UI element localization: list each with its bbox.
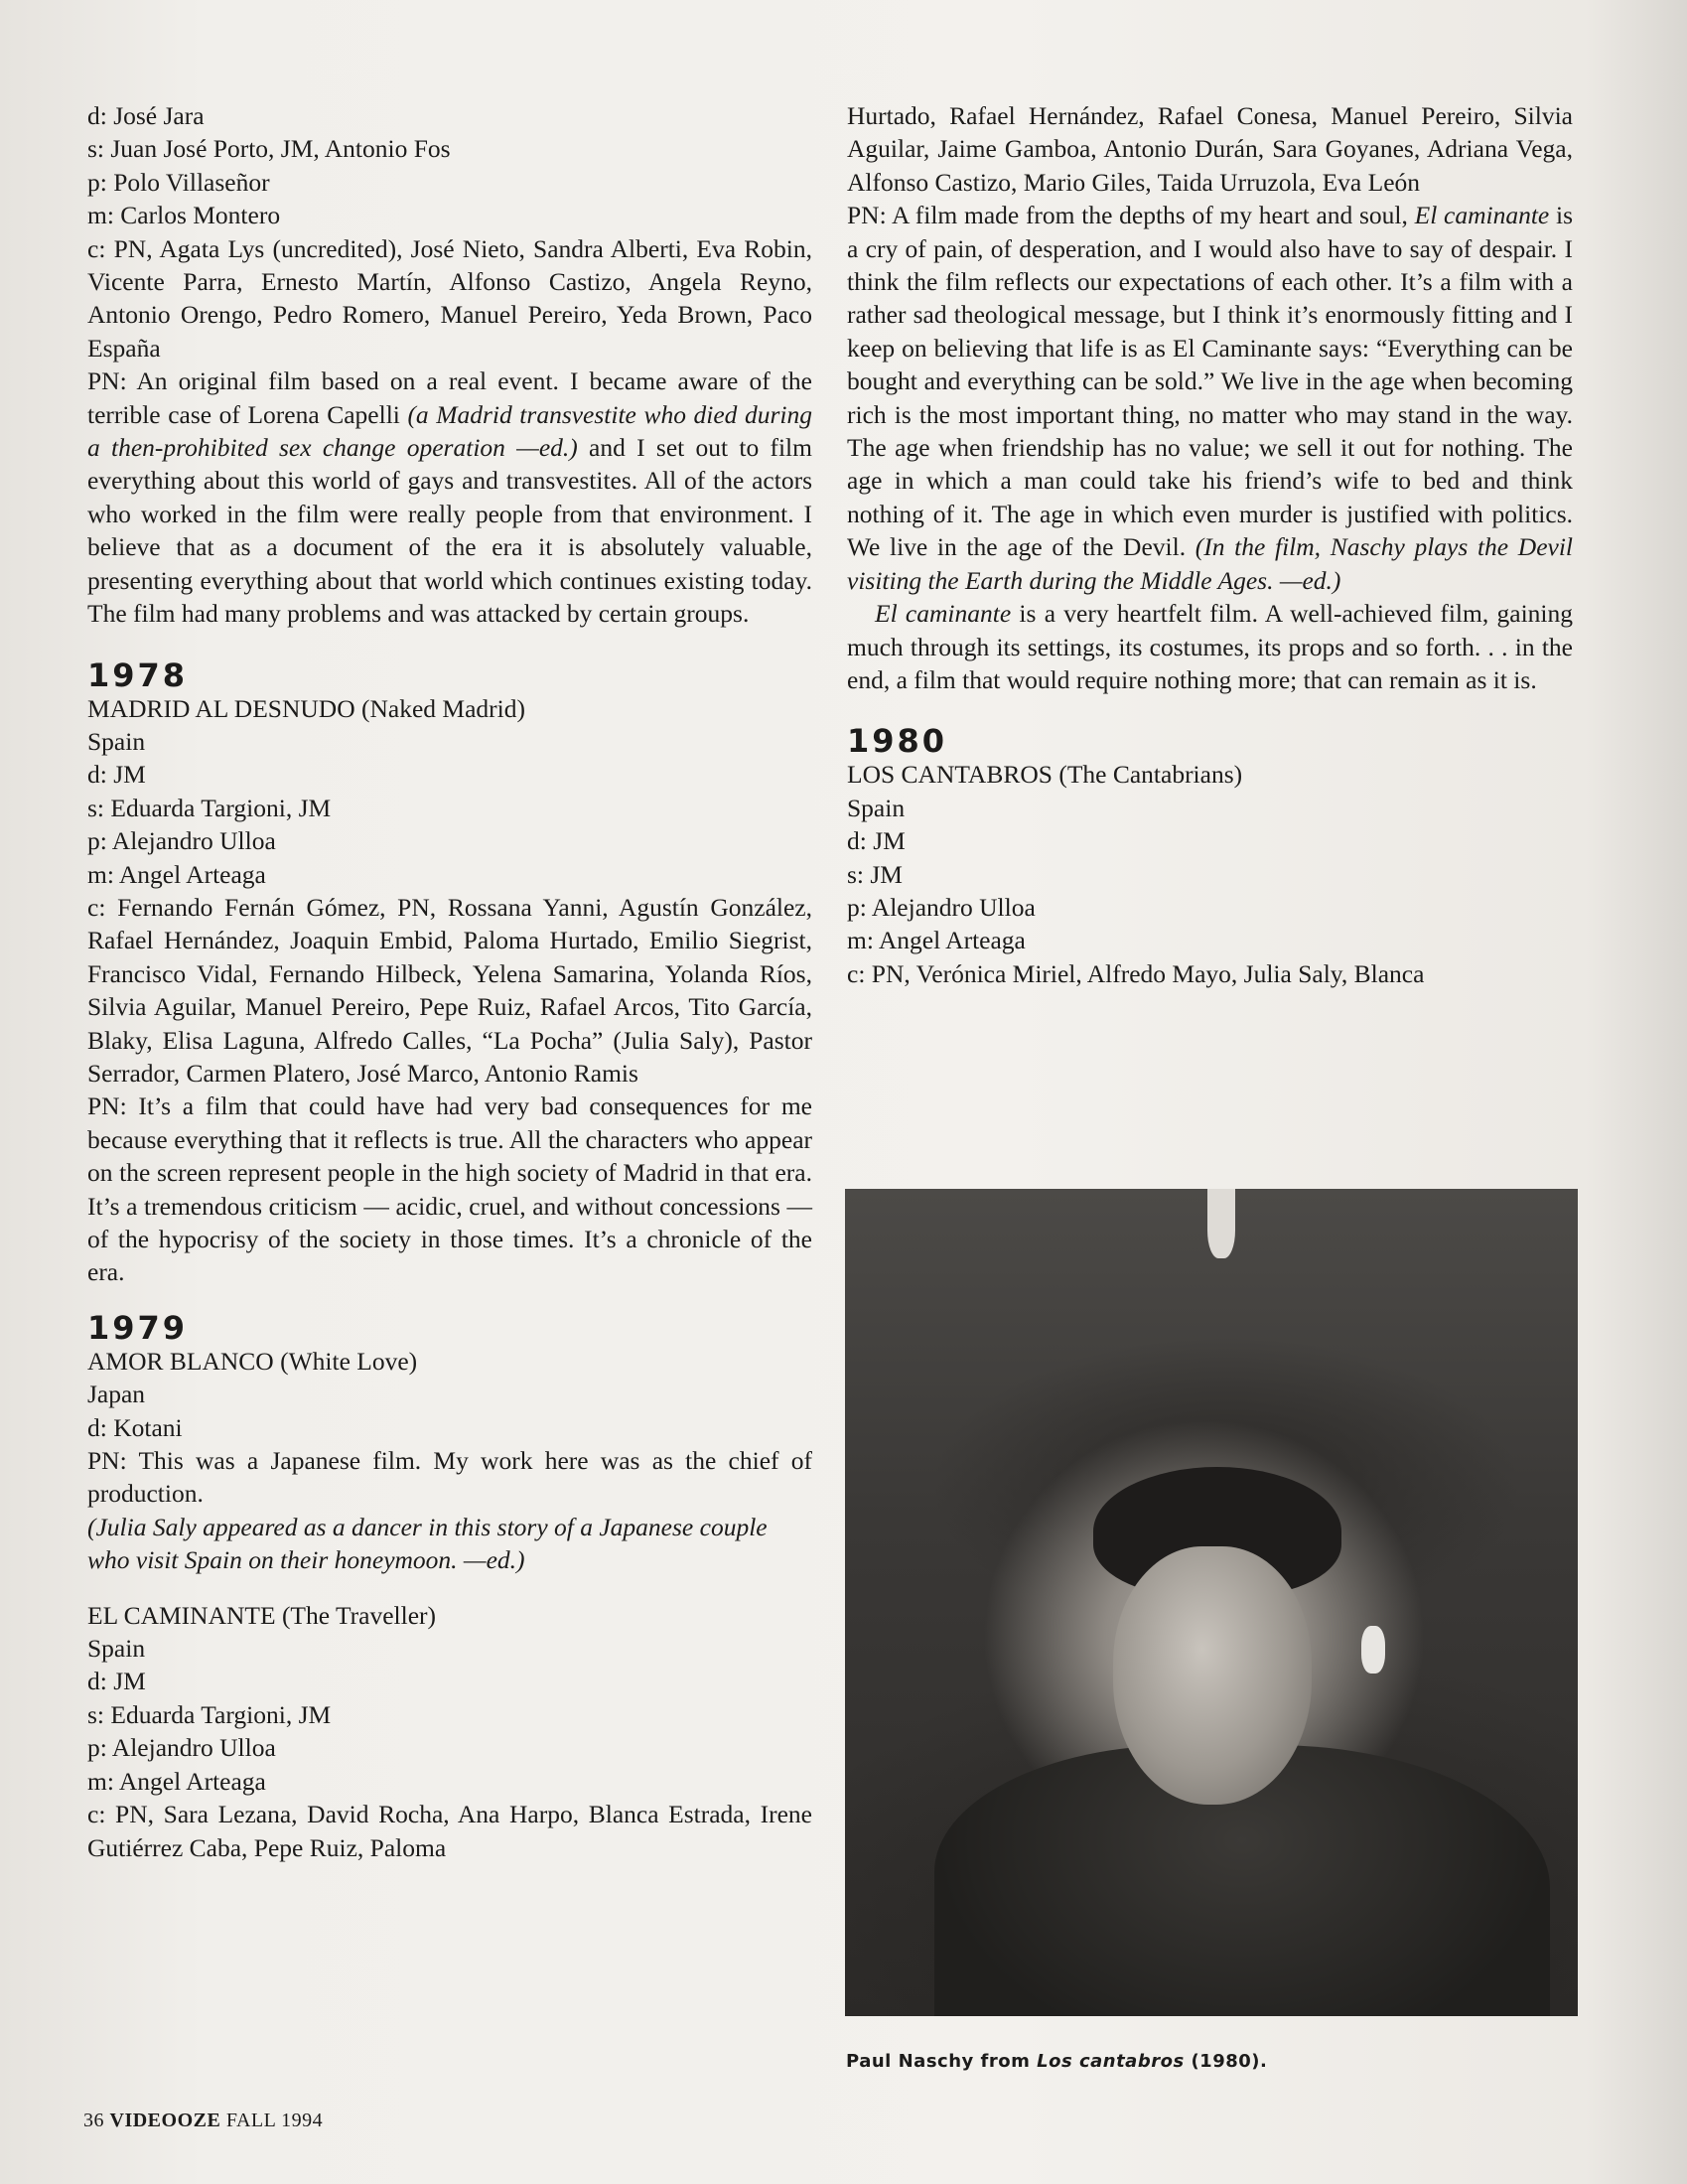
editor-note: (a Madrid transvestite who died during a then-prohibited sex change operation —ed.): [87, 399, 812, 463]
credit-line: Spain: [87, 1634, 146, 1664]
cast-list: Hurtado, Rafael Hernández, Rafael Conesa, Manuel Pereiro, Silvia Aguilar, Jaime Gamboa, Antonio Durán, Sara Goyanes, Adriana Vega, Alfonso Castizo, Mario Giles, Taida Urruzola, Eva León: [847, 101, 1573, 197]
credit-line: m: Angel Arteaga: [87, 1766, 266, 1796]
naschy-comment: PN: It’s a film that could have had very bad consequences for me because everything that it reflects is true. All the characters who appear on the screen represent people in the high society of Madrid in that era. It’s a tremendous criticism — acidic, cruel, and without concessions — of the hypocrisy of the society in those times. It’s a chronicle of the era.: [87, 1092, 812, 1287]
right-column: [847, 99, 1573, 990]
film-title: MADRID AL DESNUDO (Naked Madrid): [87, 693, 525, 723]
credit-line: s: Eduarda Targioni, JM: [87, 1699, 332, 1729]
naschy-comment: [847, 597, 1573, 696]
caption-text: (1980).: [1184, 2051, 1268, 2072]
editor-note: (Julia Saly appeared as a dancer in this story of a Japanese couple who visit Spain on their honeymoon. —ed.): [87, 1512, 768, 1575]
year-heading: 1978: [87, 655, 189, 694]
comment-text: and I set out to film everything about this world of gays and transvestites. All of the actors who worked in the film were really people from that environment. I believe that as a document of the era it is absolutely valuable, presenting everything about that world which continues existing today. The film had many problems and was attacked by certain groups.: [87, 433, 812, 629]
film-title: EL CAMINANTE (The Traveller): [87, 1600, 437, 1630]
spacer: [87, 1577, 812, 1599]
cast-list: c: PN, Sara Lezana, David Rocha, Ana Harpo, Blanca Estrada, Irene Gutiérrez Caba, Pepe Ruiz, Paloma: [87, 1800, 812, 1862]
film-title-inline: El caminante: [1414, 201, 1550, 230]
page-footer: [83, 2110, 323, 2132]
left-column: [87, 99, 812, 1864]
cast-list: c: Fernando Fernán Gómez, PN, Rossana Yanni, Agustín González, Rafael Hernández, Joaquin Embid, Paloma Hurtado, Emilio Siegrist, Francisco Vidal, Fernando Hilbeck, Yelena Samarina, Yolanda Ríos, Silvia Aguilar, Manuel Pereiro, Pepe Ruiz, Rafael Arcos, Tito García, Blaky, Elisa Laguna, Alfredo Calles, “La Pocha” (Julia Saly), Pastor Serrador, Carmen Platero, José Marco, Antonio Ramis: [87, 892, 812, 1088]
magazine-name: VIDEOOZE: [109, 2110, 221, 2131]
actor-face: [1113, 1546, 1312, 1805]
credit-line: d: Kotani: [87, 1412, 183, 1442]
credit-line: m: Angel Arteaga: [847, 926, 1026, 955]
issue-label: FALL 1994: [225, 2110, 324, 2131]
credit-line: m: Angel Arteaga: [87, 859, 266, 889]
credit-line: p: Polo Villaseñor: [87, 167, 270, 197]
credit-line: d: JM: [847, 826, 906, 856]
editor-note: (In the film, Naschy plays the Devil visiting the Earth during the Middle Ages. —ed.): [847, 532, 1573, 595]
film-title: LOS CANTABROS (The Cantabrians): [847, 760, 1243, 790]
cast-list: c: PN, Verónica Miriel, Alfredo Mayo, Julia Saly, Blanca: [847, 958, 1425, 988]
year-heading: 1980: [847, 722, 948, 761]
credit-line: Spain: [847, 793, 906, 822]
credit-line: Japan: [87, 1380, 146, 1409]
credit-line: p: Alejandro Ulloa: [847, 892, 1036, 922]
credit-line: d: JM: [87, 1667, 146, 1696]
photo-caption: [846, 2051, 1267, 2072]
comment-text: is a very heartfelt film. A well-achieved film, gaining much through its settings, its costumes, its props and so forth. . . in the end, a film that would require nothing more; that can remain as it is.: [847, 599, 1573, 694]
credit-line: p: Alejandro Ulloa: [87, 1733, 276, 1763]
credit-line: d: José Jara: [87, 101, 205, 130]
year-heading: 1979: [87, 1308, 189, 1347]
comment-text: PN: A film made from the depths of my heart and soul,: [847, 201, 1415, 230]
credit-line: d: JM: [87, 760, 146, 790]
credit-line: m: Carlos Montero: [87, 201, 281, 230]
comment-text: PN: An original film based on a real event. I became aware of the terrible case of Lorena Capelli: [87, 366, 812, 429]
credit-line: p: Alejandro Ulloa: [87, 826, 276, 856]
credit-line: s: JM: [847, 859, 903, 889]
naschy-comment: [87, 364, 812, 630]
credit-line: s: Eduarda Targioni, JM: [87, 793, 332, 822]
credit-line: Spain: [87, 726, 146, 756]
film-still-photo: [845, 1189, 1578, 2016]
credit-line: s: Juan José Porto, JM, Antonio Fos: [87, 134, 451, 164]
caption-film-title: Los cantabros: [1037, 2051, 1185, 2072]
film-title: AMOR BLANCO (White Love): [87, 1346, 418, 1376]
background-light: [1361, 1626, 1385, 1674]
caption-text: Paul Naschy from: [846, 2051, 1038, 2072]
cast-list: c: PN, Agata Lys (uncredited), José Nieto, Sandra Alberti, Eva Robin, Vicente Parra, Ernesto Martín, Alfonso Castizo, Angela Reyno, Antonio Orengo, Pedro Romero, Manuel Pereiro, Yeda Brown, Paco España: [87, 233, 812, 363]
background-light: [1207, 1189, 1235, 1258]
naschy-comment: PN: This was a Japanese film. My work here was as the chief of production.: [87, 1446, 812, 1509]
page-number: 36: [83, 2110, 104, 2131]
film-title-inline: El caminante: [875, 599, 1012, 629]
comment-text: is a cry of pain, of desperation, and I would also have to say of despair. I think the film reflects our expectations of each other. It’s a film with a rather sad theological message, but I think it’s enormously fitting and I keep on believing that life is as El Caminante says: “Everything can be bought and everything can be sold.” We live in the age when becoming rich is the most important thing, no matter who may stand in the way. The age when friendship has no value; we sell it out for nothing. The age in which a man could take his friend’s wife to bed and think nothing of it. The age in which even murder is justified with politics. We live in the age of the Devil.: [847, 201, 1573, 562]
naschy-comment: [847, 199, 1573, 597]
